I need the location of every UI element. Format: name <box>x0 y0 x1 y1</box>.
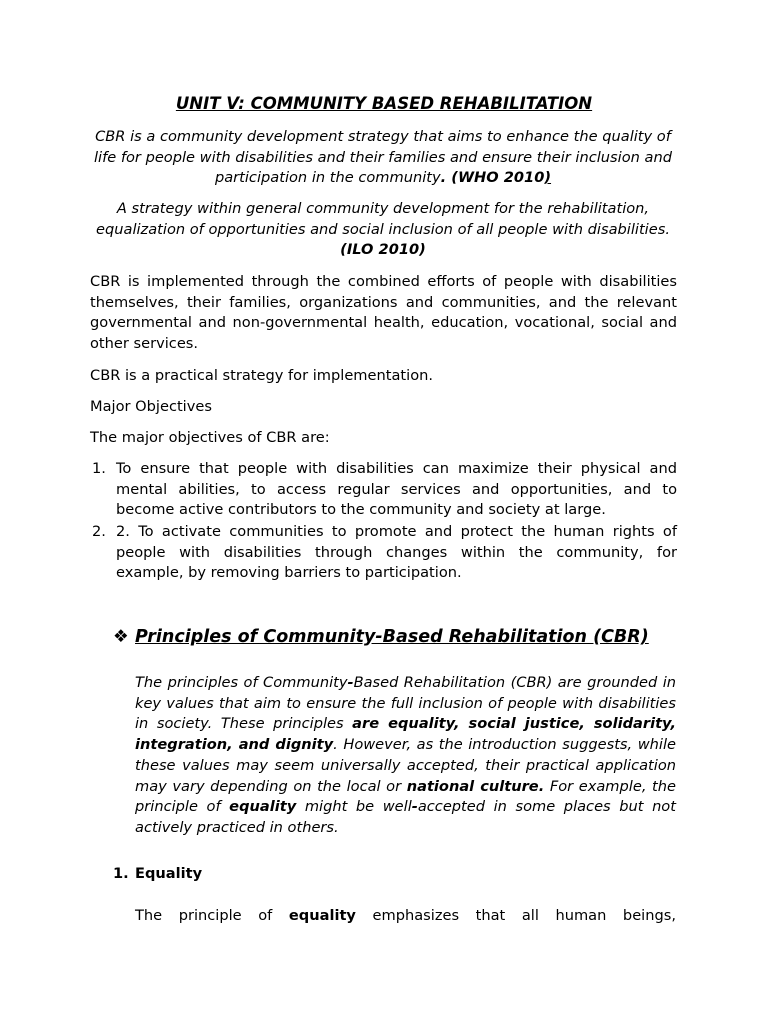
principles-paragraph <box>135 673 676 839</box>
who-citation-close: ) <box>544 169 552 187</box>
list-item-number: 2. <box>92 523 106 540</box>
list-item-number: 1. <box>92 460 106 477</box>
equality-bold: equality <box>288 907 356 924</box>
national-culture-bold: national culture. <box>406 777 545 795</box>
principles-text: might be well <box>296 798 412 816</box>
equality-text: The principle of <box>135 907 289 924</box>
principles-text: The principles of Community <box>135 674 348 691</box>
equality-text: emphasizes that all human beings, <box>355 907 676 924</box>
principles-text: - <box>411 798 418 816</box>
equality-paragraph <box>135 905 676 927</box>
list-item-text: To ensure that people with disabilities can maximize their physical and mental abilities, to access regular services and opportunities, and to become active contributors to the community and society at large. <box>116 460 677 519</box>
principles-values-bold: are equality, social justice, solidarity, integration, and dignity <box>135 715 676 754</box>
ilo-citation: (ILO 2010) <box>340 241 426 259</box>
who-definition-text: CBR is a community development strategy that aims to enhance the quality of life for people with disabilities and their families and ensure their inclusion and participation in the community <box>94 128 672 187</box>
principles-text: accepted in some places but not actively practiced in others. <box>135 798 676 836</box>
practical-paragraph: CBR is a practical strategy for implementation. <box>90 367 434 384</box>
diamond-bullet-icon: ❖ <box>113 627 129 647</box>
implementation-paragraph: CBR is implemented through the combined efforts of people with disabilities themselves, their families, organizations and communities, and the relevant governmental and non-governmental health, education, vocational, social and other services. <box>90 273 677 353</box>
who-citation: . (WHO 2010 <box>440 169 545 187</box>
list-item-text: 2. To activate communities to promote and protect the human rights of people with disabilities through changes within the community, for example, by removing barriers to participation. <box>116 523 677 582</box>
equality-bold: equality <box>229 798 297 816</box>
principles-heading-text: Principles of Community-Based Rehabilitation (CBR) <box>135 627 649 647</box>
principles-text: Based Rehabilitation (CBR) are grounded in key values that aim to ensure the full inclusion of people with disabilities in society. These principles <box>135 674 676 733</box>
objectives-intro: The major objectives of CBR are: <box>90 429 330 446</box>
page-title: UNIT V: COMMUNITY BASED REHABILITATION <box>175 94 593 113</box>
major-objectives-label: Major Objectives <box>90 398 212 415</box>
ilo-definition <box>88 199 678 261</box>
equality-heading-text: Equality <box>135 865 203 882</box>
equality-heading-number: 1. <box>113 865 129 882</box>
list-item <box>90 459 677 523</box>
principles-text: . However, as the introduction suggests, while these values may seem universally accepted, their practical application may vary depending on the local or <box>135 736 676 795</box>
ilo-definition-text: A strategy within general community development for the rehabilitation, equalization of opportunities and social inclusion of all people with disabilities. <box>96 200 670 238</box>
list-item <box>90 522 677 586</box>
principles-text: For example, the principle of <box>135 777 676 816</box>
who-definition <box>88 127 678 189</box>
principles-text: - <box>347 674 354 691</box>
